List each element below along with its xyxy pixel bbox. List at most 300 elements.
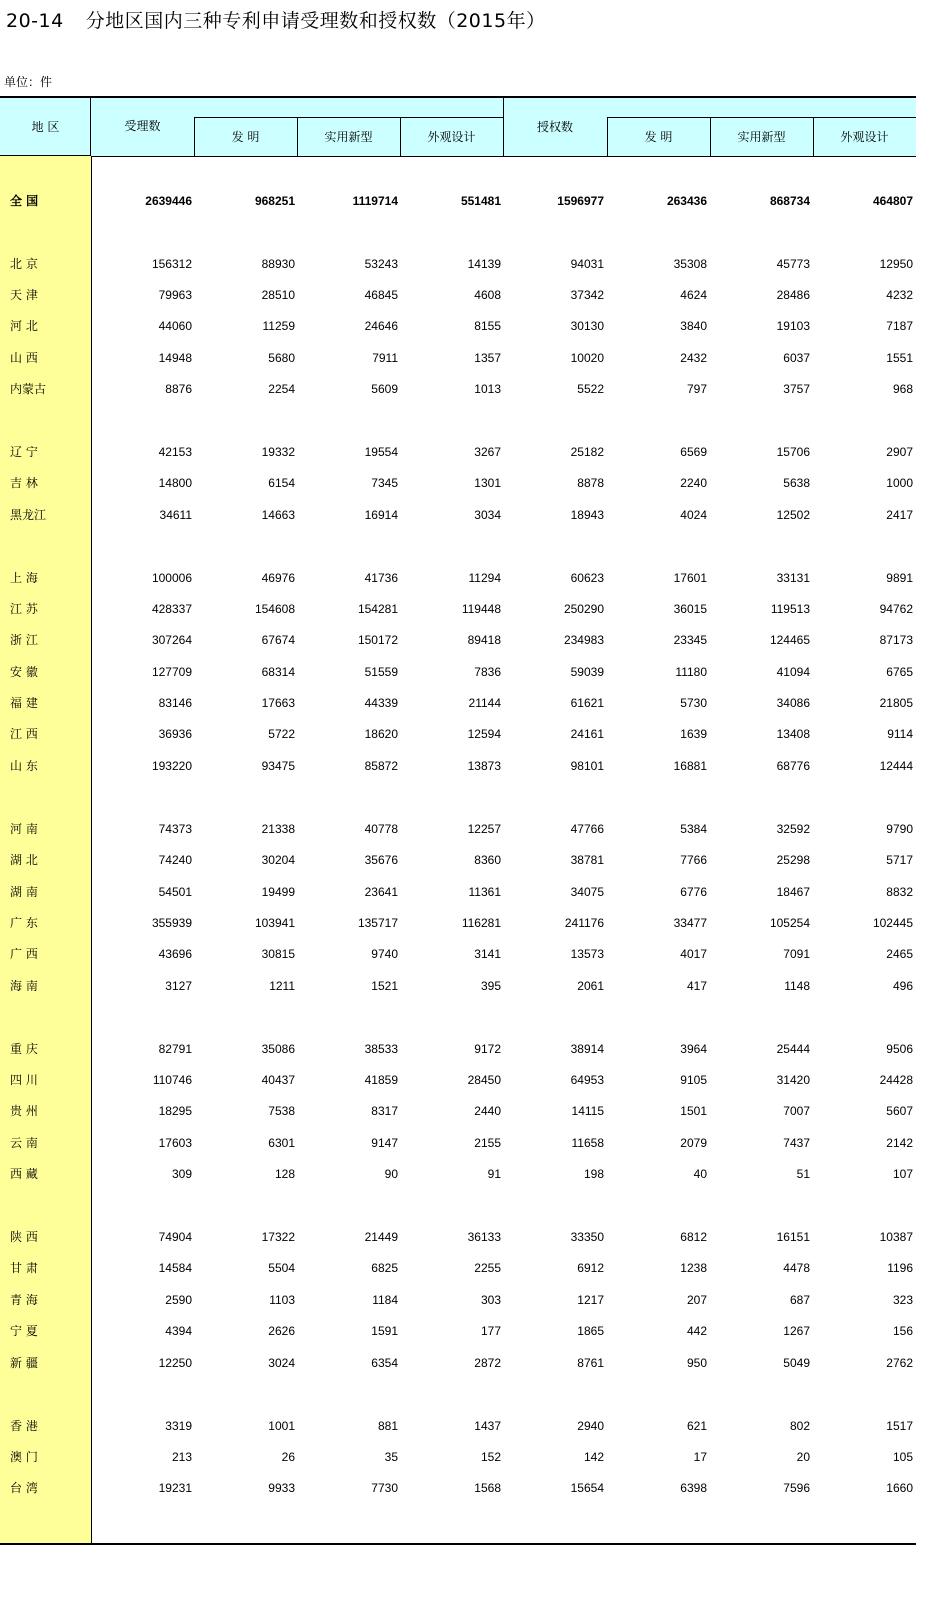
row-value: 28450 xyxy=(467,1073,501,1087)
row-value: 12250 xyxy=(158,1356,192,1370)
row-value: 36133 xyxy=(467,1230,501,1244)
row-value: 7091 xyxy=(783,947,810,961)
row-value: 14948 xyxy=(158,351,192,365)
row-value: 5730 xyxy=(680,696,707,710)
row-value: 2417 xyxy=(886,508,913,522)
row-value: 61621 xyxy=(570,696,604,710)
row-value: 6569 xyxy=(680,445,707,459)
row-region: 台 湾 xyxy=(10,1481,38,1495)
table-row xyxy=(0,1416,916,1436)
row-value: 35308 xyxy=(673,257,707,271)
row-value: 38914 xyxy=(570,1042,604,1056)
row-value: 20 xyxy=(796,1450,810,1464)
row-value: 7437 xyxy=(783,1136,810,1150)
row-value: 103941 xyxy=(254,916,295,930)
row-region: 安 徽 xyxy=(10,665,38,679)
row-value: 74904 xyxy=(158,1230,192,1244)
table-row xyxy=(0,1101,916,1121)
row-region: 新 疆 xyxy=(10,1356,38,1370)
table-row xyxy=(0,724,916,744)
row-value: 417 xyxy=(686,979,707,993)
row-value: 23345 xyxy=(673,633,707,647)
row-value: 9506 xyxy=(886,1042,913,1056)
row-value: 6812 xyxy=(680,1230,707,1244)
row-value: 91 xyxy=(487,1167,501,1181)
row-value: 128 xyxy=(274,1167,295,1181)
row-value: 38781 xyxy=(570,853,604,867)
row-value: 4624 xyxy=(680,288,707,302)
row-value: 37342 xyxy=(570,288,604,302)
row-region: 宁 夏 xyxy=(10,1324,38,1338)
row-value: 3319 xyxy=(165,1419,192,1433)
row-value: 2440 xyxy=(474,1104,501,1118)
row-value: 11259 xyxy=(262,319,295,333)
row-value: 12950 xyxy=(879,257,913,271)
table-row xyxy=(0,316,916,336)
row-region: 云 南 xyxy=(10,1136,38,1150)
row-value: 3034 xyxy=(474,508,501,522)
row-value: 93475 xyxy=(261,759,295,773)
row-value: 1501 xyxy=(680,1104,707,1118)
row-value: 2907 xyxy=(886,445,913,459)
row-value: 198 xyxy=(583,1167,604,1181)
row-value: 11658 xyxy=(571,1136,604,1150)
row-value: 9790 xyxy=(886,822,913,836)
unit-label: 单位：件 xyxy=(4,75,53,89)
row-value: 797 xyxy=(686,382,707,396)
row-region: 澳 门 xyxy=(10,1450,38,1464)
row-value: 21805 xyxy=(879,696,913,710)
row-value: 868734 xyxy=(769,194,810,208)
table-row xyxy=(0,819,916,839)
row-value: 127709 xyxy=(151,665,192,679)
header-region: 地 区 xyxy=(31,120,60,134)
row-value: 19554 xyxy=(364,445,398,459)
row-value: 40778 xyxy=(364,822,398,836)
table-row xyxy=(0,913,916,933)
row-value: 9891 xyxy=(886,571,913,585)
row-value: 11180 xyxy=(675,665,707,679)
table-row xyxy=(0,1290,916,1310)
row-value: 2639446 xyxy=(145,194,192,208)
row-value: 18620 xyxy=(364,727,398,741)
row-value: 1865 xyxy=(577,1324,604,1338)
row-region: 贵 州 xyxy=(10,1104,38,1118)
row-value: 1357 xyxy=(474,351,501,365)
row-value: 1013 xyxy=(474,382,501,396)
row-region: 福 建 xyxy=(10,696,38,710)
row-value: 85872 xyxy=(364,759,398,773)
row-value: 968251 xyxy=(254,194,295,208)
table-row xyxy=(0,505,916,525)
row-region: 湖 南 xyxy=(10,885,38,899)
row-value: 79963 xyxy=(158,288,192,302)
row-value: 110746 xyxy=(152,1073,192,1087)
header-granted: 授权数 xyxy=(536,120,573,134)
row-value: 13408 xyxy=(776,727,810,741)
table-row xyxy=(0,1321,916,1341)
row-value: 42153 xyxy=(158,445,192,459)
row-value: 12594 xyxy=(467,727,501,741)
row-value: 16151 xyxy=(776,1230,810,1244)
row-value: 135717 xyxy=(357,916,398,930)
row-value: 34611 xyxy=(159,508,192,522)
row-value: 16914 xyxy=(364,508,398,522)
table-row xyxy=(0,693,916,713)
row-value: 309 xyxy=(171,1167,192,1181)
row-value: 18467 xyxy=(776,885,810,899)
row-value: 7538 xyxy=(268,1104,295,1118)
row-value: 551481 xyxy=(460,194,501,208)
row-value: 40 xyxy=(693,1167,707,1181)
row-value: 40437 xyxy=(261,1073,295,1087)
row-value: 950 xyxy=(686,1356,707,1370)
row-value: 2142 xyxy=(886,1136,913,1150)
row-value: 17601 xyxy=(673,571,707,585)
header-accepted-design: 外观设计 xyxy=(427,130,476,144)
row-value: 1639 xyxy=(680,727,707,741)
table-row xyxy=(0,1039,916,1059)
row-value: 154608 xyxy=(254,602,295,616)
row-value: 2762 xyxy=(886,1356,913,1370)
row-value: 2255 xyxy=(474,1261,501,1275)
row-value: 1000 xyxy=(886,476,913,490)
row-value: 5522 xyxy=(577,382,604,396)
row-value: 19231 xyxy=(158,1481,192,1495)
row-value: 28486 xyxy=(776,288,810,302)
row-value: 17322 xyxy=(261,1230,295,1244)
row-value: 74240 xyxy=(158,853,192,867)
row-value: 1568 xyxy=(474,1481,501,1495)
header-accepted: 受理数 xyxy=(124,119,161,133)
row-value: 2872 xyxy=(474,1356,501,1370)
row-value: 74373 xyxy=(158,822,192,836)
row-value: 1103 xyxy=(269,1293,295,1307)
row-value: 13873 xyxy=(467,759,501,773)
row-value: 64953 xyxy=(570,1073,604,1087)
row-value: 15654 xyxy=(570,1481,604,1495)
row-value: 13573 xyxy=(570,947,604,961)
row-region: 山 东 xyxy=(10,759,38,773)
row-value: 7836 xyxy=(474,665,501,679)
row-value: 34086 xyxy=(776,696,810,710)
row-value: 1238 xyxy=(680,1261,707,1275)
row-value: 102445 xyxy=(872,916,913,930)
row-value: 35086 xyxy=(261,1042,295,1056)
table-row xyxy=(0,944,916,964)
row-value: 323 xyxy=(892,1293,913,1307)
row-value: 241176 xyxy=(564,916,604,930)
row-value: 38533 xyxy=(364,1042,398,1056)
row-value: 250290 xyxy=(563,602,604,616)
row-value: 33477 xyxy=(673,916,707,930)
row-value: 41736 xyxy=(364,571,398,585)
row-value: 9933 xyxy=(268,1481,295,1495)
row-value: 36936 xyxy=(158,727,192,741)
table-row xyxy=(0,976,916,996)
row-value: 142 xyxy=(583,1450,604,1464)
row-value: 41094 xyxy=(776,665,810,679)
row-value: 53243 xyxy=(364,257,398,271)
row-value: 4232 xyxy=(886,288,913,302)
row-value: 9147 xyxy=(371,1136,398,1150)
row-value: 18943 xyxy=(570,508,604,522)
row-value: 3964 xyxy=(680,1042,707,1056)
table-row xyxy=(0,630,916,650)
row-value: 90 xyxy=(384,1167,398,1181)
row-value: 2061 xyxy=(577,979,604,993)
row-value: 24161 xyxy=(570,727,604,741)
row-value: 6912 xyxy=(577,1261,604,1275)
row-region: 河 北 xyxy=(10,319,38,333)
row-value: 7911 xyxy=(372,351,398,365)
row-value: 31420 xyxy=(776,1073,810,1087)
table-row xyxy=(0,850,916,870)
row-region: 四 川 xyxy=(10,1073,38,1087)
row-value: 35 xyxy=(384,1450,398,1464)
row-value: 2626 xyxy=(268,1324,295,1338)
row-region: 香 港 xyxy=(10,1419,38,1433)
row-region: 青 海 xyxy=(10,1293,38,1307)
row-value: 150172 xyxy=(357,633,398,647)
row-value: 1267 xyxy=(783,1324,810,1338)
table-row xyxy=(0,1447,916,1467)
row-value: 24646 xyxy=(364,319,398,333)
table-row xyxy=(0,379,916,399)
row-value: 802 xyxy=(789,1419,810,1433)
row-value: 496 xyxy=(892,979,913,993)
row-value: 25298 xyxy=(776,853,810,867)
row-value: 5638 xyxy=(783,476,810,490)
row-value: 9740 xyxy=(371,947,398,961)
row-value: 46845 xyxy=(364,288,398,302)
row-value: 94031 xyxy=(570,257,604,271)
row-value: 68776 xyxy=(776,759,810,773)
row-value: 1217 xyxy=(577,1293,604,1307)
row-value: 12502 xyxy=(776,508,810,522)
row-value: 3141 xyxy=(474,947,501,961)
row-value: 6776 xyxy=(680,885,707,899)
row-value: 19332 xyxy=(261,445,295,459)
row-value: 41859 xyxy=(364,1073,398,1087)
row-value: 1517 xyxy=(886,1419,913,1433)
row-value: 5049 xyxy=(783,1356,810,1370)
row-value: 152 xyxy=(480,1450,501,1464)
table-row xyxy=(0,191,916,211)
row-region: 黑龙江 xyxy=(10,508,47,522)
row-value: 1437 xyxy=(474,1419,501,1433)
header-granted-utility: 实用新型 xyxy=(737,130,786,144)
row-value: 177 xyxy=(480,1324,501,1338)
row-value: 51559 xyxy=(364,665,398,679)
row-region: 浙 江 xyxy=(10,633,38,647)
row-value: 46976 xyxy=(261,571,295,585)
row-value: 34075 xyxy=(570,885,604,899)
row-region: 山 西 xyxy=(10,351,38,365)
row-value: 116281 xyxy=(461,916,501,930)
row-value: 1119714 xyxy=(352,194,398,208)
row-region: 上 海 xyxy=(10,571,38,585)
row-value: 8360 xyxy=(474,853,501,867)
row-value: 21449 xyxy=(364,1230,398,1244)
header-accepted-invention: 发 明 xyxy=(231,130,260,144)
row-value: 9114 xyxy=(887,727,913,741)
row-value: 54501 xyxy=(158,885,192,899)
row-region: 陕 西 xyxy=(10,1230,38,1244)
row-value: 59039 xyxy=(570,665,604,679)
row-value: 6354 xyxy=(371,1356,398,1370)
row-value: 5607 xyxy=(886,1104,913,1118)
row-value: 124465 xyxy=(769,633,810,647)
row-region: 内蒙古 xyxy=(10,382,47,396)
row-value: 5717 xyxy=(886,853,913,867)
table-bottom-border xyxy=(0,1543,916,1545)
row-value: 24428 xyxy=(879,1073,913,1087)
row-value: 11361 xyxy=(468,885,501,899)
row-region: 重 庆 xyxy=(10,1042,38,1056)
row-value: 1196 xyxy=(887,1261,913,1275)
table-row xyxy=(0,1258,916,1278)
row-value: 6301 xyxy=(268,1136,295,1150)
row-value: 303 xyxy=(480,1293,501,1307)
row-value: 1596977 xyxy=(557,194,604,208)
header-accepted-utility: 实用新型 xyxy=(324,130,373,144)
table-row xyxy=(0,1478,916,1498)
row-value: 5680 xyxy=(268,351,295,365)
row-value: 2940 xyxy=(577,1419,604,1433)
row-value: 15706 xyxy=(776,445,810,459)
row-region: 广 西 xyxy=(10,947,38,961)
row-value: 83146 xyxy=(158,696,192,710)
row-region: 江 苏 xyxy=(10,602,38,616)
row-value: 44060 xyxy=(158,319,192,333)
row-value: 105 xyxy=(892,1450,913,1464)
row-value: 6825 xyxy=(371,1261,398,1275)
row-value: 263436 xyxy=(666,194,707,208)
row-value: 156 xyxy=(892,1324,913,1338)
row-value: 14663 xyxy=(261,508,295,522)
row-region: 广 东 xyxy=(10,916,38,930)
row-value: 2254 xyxy=(268,382,295,396)
row-region: 湖 北 xyxy=(10,853,38,867)
row-value: 7730 xyxy=(371,1481,398,1495)
row-value: 8878 xyxy=(577,476,604,490)
row-value: 23641 xyxy=(364,885,398,899)
table-row xyxy=(0,1164,916,1184)
row-value: 4024 xyxy=(680,508,707,522)
row-value: 6037 xyxy=(783,351,810,365)
row-value: 60623 xyxy=(570,571,604,585)
row-value: 18295 xyxy=(158,1104,192,1118)
row-value: 1001 xyxy=(268,1419,295,1433)
row-value: 4394 xyxy=(165,1324,192,1338)
row-value: 17663 xyxy=(261,696,295,710)
row-value: 1148 xyxy=(784,979,810,993)
row-region: 吉 林 xyxy=(10,476,38,490)
row-value: 2155 xyxy=(474,1136,501,1150)
table-row xyxy=(0,473,916,493)
row-value: 968 xyxy=(892,382,913,396)
table-row xyxy=(0,254,916,274)
row-value: 25182 xyxy=(570,445,604,459)
row-value: 21144 xyxy=(468,696,501,710)
row-value: 10387 xyxy=(879,1230,913,1244)
table-row xyxy=(0,1070,916,1090)
row-value: 442 xyxy=(686,1324,707,1338)
row-value: 33350 xyxy=(570,1230,604,1244)
table-row xyxy=(0,348,916,368)
row-region: 河 南 xyxy=(10,822,38,836)
row-value: 25444 xyxy=(776,1042,810,1056)
row-value: 2079 xyxy=(680,1136,707,1150)
row-value: 1551 xyxy=(886,351,913,365)
row-value: 4608 xyxy=(474,288,501,302)
row-value: 9172 xyxy=(474,1042,501,1056)
row-value: 1184 xyxy=(372,1293,398,1307)
row-value: 68314 xyxy=(261,665,295,679)
row-value: 12444 xyxy=(879,759,913,773)
row-region: 海 南 xyxy=(10,979,38,993)
row-value: 105254 xyxy=(769,916,810,930)
row-value: 2590 xyxy=(165,1293,192,1307)
row-region: 西 藏 xyxy=(10,1167,38,1181)
row-value: 3024 xyxy=(268,1356,295,1370)
row-value: 156312 xyxy=(151,257,192,271)
row-value: 17603 xyxy=(158,1136,192,1150)
row-region: 天 津 xyxy=(10,288,38,302)
row-value: 2240 xyxy=(680,476,707,490)
table-row xyxy=(0,1133,916,1153)
row-value: 234983 xyxy=(563,633,604,647)
row-value: 19499 xyxy=(261,885,295,899)
row-value: 35676 xyxy=(364,853,398,867)
table-row xyxy=(0,662,916,682)
page-title xyxy=(6,6,546,33)
row-value: 7187 xyxy=(886,319,913,333)
row-value: 2465 xyxy=(886,947,913,961)
row-value: 395 xyxy=(480,979,501,993)
row-region: 甘 肃 xyxy=(10,1261,38,1275)
row-value: 87173 xyxy=(879,633,913,647)
table-row xyxy=(0,882,916,902)
row-value: 14115 xyxy=(571,1104,604,1118)
table-row xyxy=(0,442,916,462)
header-granted-invention: 发 明 xyxy=(644,130,673,144)
row-value: 17 xyxy=(693,1450,707,1464)
row-value: 7007 xyxy=(783,1104,810,1118)
row-value: 88930 xyxy=(261,257,295,271)
row-value: 464807 xyxy=(872,194,913,208)
row-region: 北 京 xyxy=(10,257,38,271)
row-value: 5609 xyxy=(371,382,398,396)
table-row xyxy=(0,285,916,305)
row-value: 6398 xyxy=(680,1481,707,1495)
row-value: 3757 xyxy=(783,382,810,396)
row-value: 5504 xyxy=(268,1261,295,1275)
row-value: 687 xyxy=(789,1293,810,1307)
row-value: 82791 xyxy=(158,1042,192,1056)
row-value: 5722 xyxy=(268,727,295,741)
row-region: 全 国 xyxy=(10,194,39,208)
row-value: 30130 xyxy=(570,319,604,333)
row-value: 1660 xyxy=(886,1481,913,1495)
table-row xyxy=(0,1353,916,1373)
row-value: 30204 xyxy=(261,853,295,867)
row-value: 4017 xyxy=(680,947,707,961)
row-value: 7345 xyxy=(371,476,398,490)
header-granted-design: 外观设计 xyxy=(840,130,889,144)
row-value: 28510 xyxy=(261,288,295,302)
